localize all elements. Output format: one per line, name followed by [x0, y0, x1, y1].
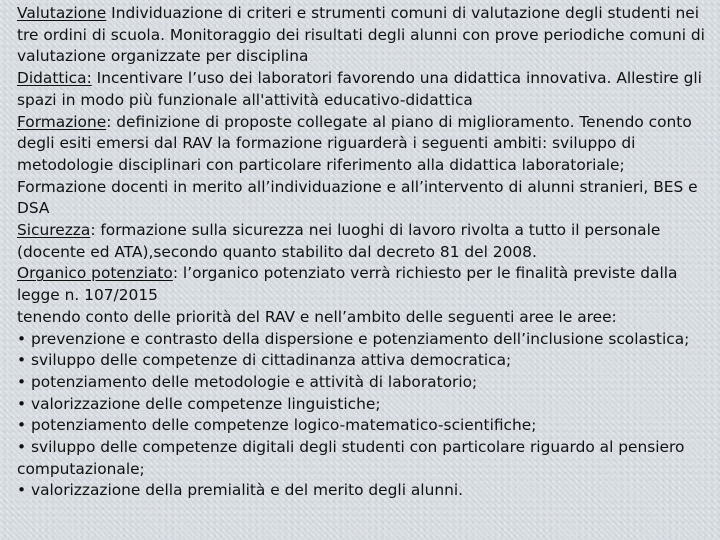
section-valutazione	[17, 3, 707, 68]
bullet-item: • potenziamento delle metodologie e attività di laboratorio;	[17, 372, 478, 391]
intro-text: tenendo conto delle priorità del RAV e nell’ambito delle seguenti aree le aree:	[17, 307, 617, 326]
section-body-sicurezza: : formazione sulla sicurezza nei luoghi di lavoro rivolta a tutto il personale (docente ed ATA),secondo quanto stabilito dal decreto 81 del 2008.	[17, 221, 661, 261]
bullet-item: • potenziamento delle competenze logico-matematico-scientifiche;	[17, 416, 537, 435]
section-heading-sicurezza: Sicurezza	[17, 221, 91, 240]
section-heading-formazione: Formazione	[17, 112, 107, 131]
section-sicurezza	[17, 220, 707, 263]
bullet-item: • sviluppo delle competenze di cittadinanza attiva democratica;	[17, 351, 512, 370]
document-text	[17, 3, 707, 502]
section-body-organico: : l’organico potenziato verrà richiesto per le finalità previste dalla legge n. 107/2015	[17, 264, 678, 305]
section-organico	[17, 263, 707, 306]
section-body-valutazione: Individuazione di criteri e strumenti comuni di valutazione degli studenti nei tre ordini di scuola. Monitoraggio dei risultati degli alunni con prove periodiche comuni di valutazione organizzate per disciplina	[17, 4, 705, 66]
bullet-item: • prevenzione e contrasto della dispersione e potenziamento dell’inclusione scolastica;	[17, 329, 690, 348]
bullet-item: • valorizzazione della premialità e del merito degli alunni.	[17, 481, 463, 500]
section-body-formazione: : definizione di proposte collegate al piano di miglioramento. Tenendo conto degli esiti emersi dal RAV la formazione riguarderà i seguenti ambiti: sviluppo di metodologie disciplinari con particolare riferimento alla didattica laboratoriale; Formazione docenti in merito all’individuazione e all’intervento di alunni stranieri, BES e DSA	[17, 112, 698, 218]
bullet-item: • valorizzazione delle competenze linguistiche;	[17, 394, 381, 413]
section-heading-valutazione: Valutazione	[17, 4, 107, 22]
section-heading-organico: Organico potenziato	[17, 264, 173, 283]
bullet-item: • sviluppo delle competenze digitali degli studenti con particolare riguardo al pensiero computazionale;	[17, 438, 685, 478]
section-heading-didattica: Didattica:	[17, 69, 92, 88]
section-body-didattica: Incentivare l’uso dei laboratori favorendo una didattica innovativa. Allestire gli spazi in modo più funzionale all'attività educativo-didattica	[17, 69, 702, 109]
section-formazione	[17, 112, 707, 221]
section-didattica	[17, 68, 707, 111]
